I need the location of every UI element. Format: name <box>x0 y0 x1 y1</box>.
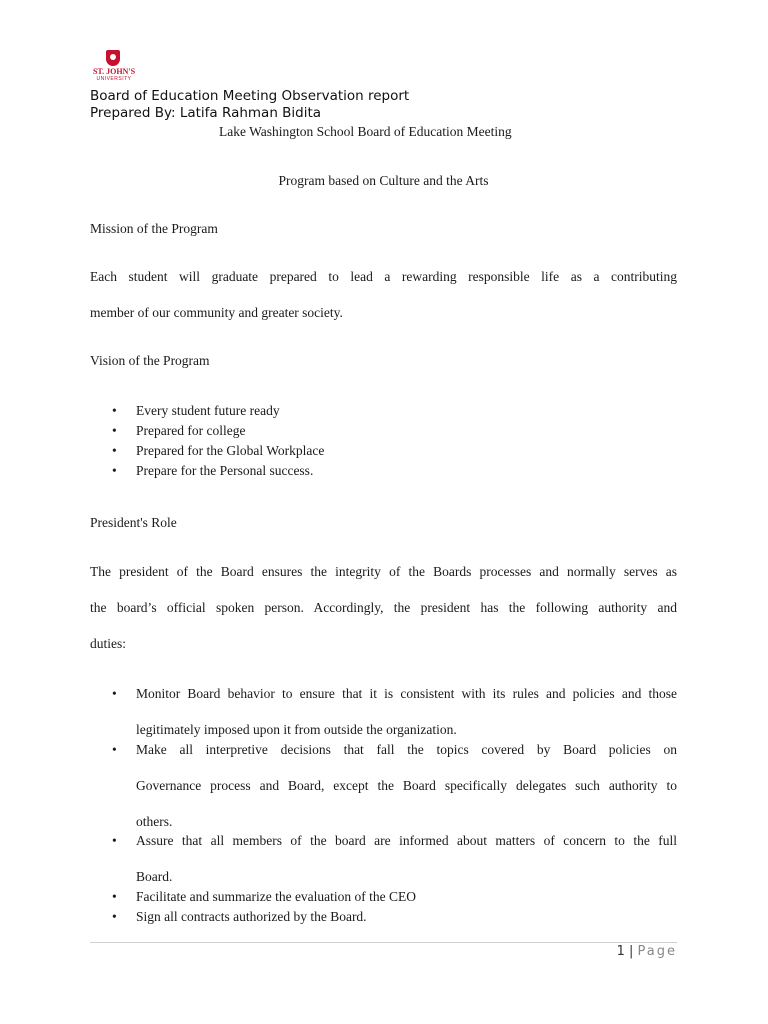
mission-line-2: member of our community and greater society. <box>90 305 343 320</box>
vision-item: Prepared for college <box>136 423 246 438</box>
vision-item: Prepare for the Personal success. <box>136 463 314 478</box>
report-title: Board of Education Meeting Observation report <box>90 88 410 104</box>
page-separator: | <box>628 944 634 959</box>
duty-item-continuation: Governance process and Board, except the Board specifically delegates such authority to <box>136 778 677 793</box>
duty-item: Sign all contracts authorized by the Board. <box>136 909 367 924</box>
duty-item: Assure that all members of the board are informed about matters of concern to the full <box>136 833 677 848</box>
logo-name: ST. JOHN'S <box>92 67 136 76</box>
crest-icon <box>106 50 120 66</box>
page-footer <box>540 944 677 959</box>
president-text-line-3: duties: <box>90 636 126 651</box>
page-label: Page <box>637 944 677 959</box>
duty-item-continuation: others. <box>136 814 173 829</box>
bullet-icon: • <box>112 443 117 458</box>
bullet-icon: • <box>112 742 117 757</box>
bullet-icon: • <box>112 833 117 848</box>
president-heading: President's Role <box>90 515 177 530</box>
bullet-icon: • <box>112 463 117 478</box>
logo-subtitle: UNIVERSITY <box>96 76 132 82</box>
mission-heading: Mission of the Program <box>90 221 218 236</box>
footer-divider <box>90 942 677 943</box>
duty-item-continuation: legitimately imposed upon it from outside the organization. <box>136 722 457 737</box>
duty-item-continuation: Board. <box>136 869 173 884</box>
bullet-icon: • <box>112 889 117 904</box>
duty-item: Monitor Board behavior to ensure that it is consistent with its rules and policies and those <box>136 686 677 701</box>
vision-item: Prepared for the Global Workplace <box>136 443 325 458</box>
bullet-icon: • <box>112 403 117 418</box>
meeting-title: Lake Washington School Board of Education Meeting <box>219 124 512 139</box>
program-title: Program based on Culture and the Arts <box>278 173 489 188</box>
page-number: 1 <box>616 944 625 959</box>
president-text-line-1: The president of the Board ensures the integrity of the Boards processes and normally serves as <box>90 564 677 579</box>
president-text-line-2: the board’s official spoken person. Accordingly, the president has the following authority and <box>90 600 677 615</box>
st-johns-university-logo <box>88 50 140 84</box>
duty-item: Facilitate and summarize the evaluation of the CEO <box>136 889 417 904</box>
bullet-icon: • <box>112 686 117 701</box>
vision-item: Every student future ready <box>136 403 280 418</box>
prepared-by: Prepared By: Latifa Rahman Bidita <box>90 105 322 121</box>
bullet-icon: • <box>112 909 117 924</box>
bullet-icon: • <box>112 423 117 438</box>
mission-line-1: Each student will graduate prepared to lead a rewarding responsible life as a contributing <box>90 269 677 284</box>
vision-heading: Vision of the Program <box>90 353 210 368</box>
duty-item: Make all interpretive decisions that fall the topics covered by Board policies on <box>136 742 677 757</box>
